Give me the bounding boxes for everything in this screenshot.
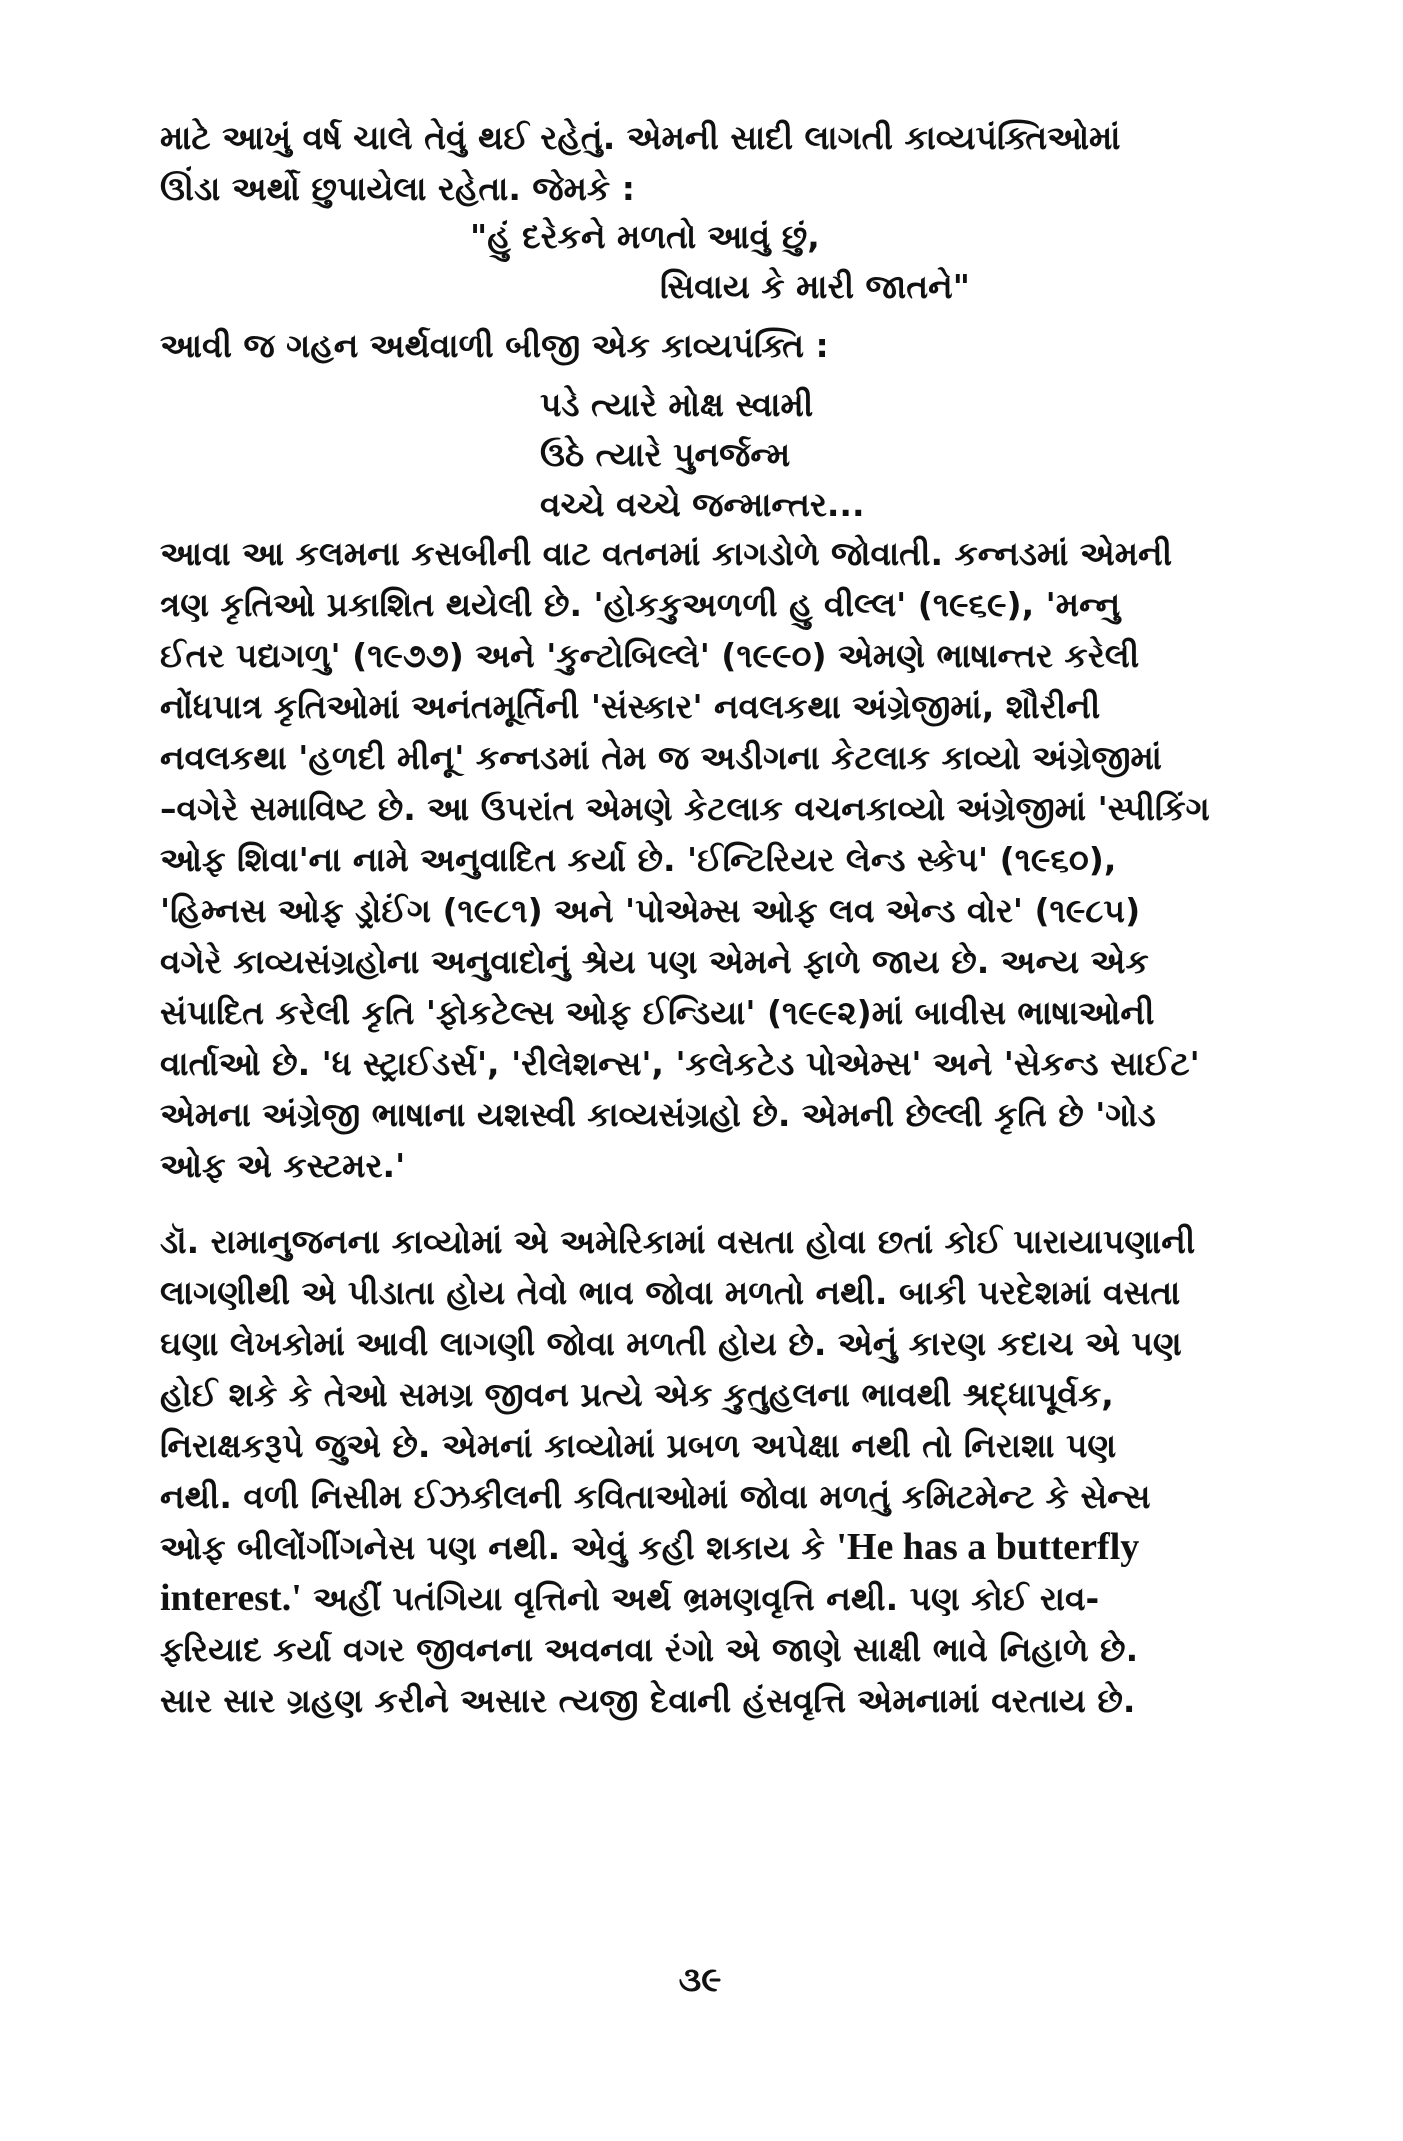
paragraph-line: નવલકથા 'હળદી મીનૂ' કન્નડમાં તેમ જ અડીગના કેટલાક કાવ્યો અંગ્રેજીમાં xyxy=(160,738,1162,777)
paragraph-line: ઈતર પદ્યગળુ' (૧૯૭૭) અને 'કુન્ટોબિલ્લે' (૧૯૯૦) એમણે ભાષાન્તર કરેલી xyxy=(160,636,1140,675)
paragraph-line: 'હિમ્નસ ઓફ ડ્રોઈંગ (૧૯૮૧) અને 'પોએમ્સ ઓફ લવ એન્ડ વોર' (૧૯૮૫) xyxy=(160,891,1141,930)
paragraph-line: ઓફ શિવા'ના નામે અનુવાદિત કર્યા છે. 'ઈન્ટિરિયર લેન્ડ સ્કેપ' (૧૯૬૦), xyxy=(160,840,1117,879)
paragraph-line: સાર સાર ગ્રહણ કરીને અસાર ત્યજી દેવાની હંસવૃત્તિ એમનામાં વરતાય છે. xyxy=(160,1681,1136,1720)
paragraph-line: ડૉ. રામાનુજનના કાવ્યોમાં એ અમેરિકામાં વસતા હોવા છતાં કોઈ પારાયાપણાની xyxy=(160,1222,1196,1261)
quote-line: પડે ત્યારે મોક્ષ સ્વામી xyxy=(540,385,814,424)
paragraph-line-mixed xyxy=(160,1522,1290,1573)
page-number: ૩૯ xyxy=(678,1960,722,2000)
quote-line: ઉઠે ત્યારે પુનર્જન્મ xyxy=(540,435,791,474)
intro-line-text: આવી જ ગહન અર્થવાળી બીજી એક કાવ્યપંક્તિ : xyxy=(160,326,829,365)
paragraph-line: આવા આ કલમના કસબીની વાટ વતનમાં કાગડોળે જોવાતી. કન્નડમાં એમની xyxy=(160,534,1173,573)
paragraph-line: નથી. વળી નિસીમ ઈઝકીલની કવિતાઓમાં જોવા મળતું કમિટમેન્ટ કે સેન્સ xyxy=(160,1477,1151,1516)
paragraph-2 xyxy=(160,528,1290,1191)
gujarati-text: અહીં પતંગિયા વૃત્તિનો અર્થ ભ્રમણવૃત્તિ નથી. પણ કોઈ રાવ- xyxy=(301,1579,1100,1618)
quote-2 xyxy=(540,380,865,530)
quote-line: વચ્ચે વચ્ચે જન્માન્તર... xyxy=(540,485,865,524)
paragraph-line: હોઈ શકે કે તેઓ સમગ્ર જીવન પ્રત્યે એક કુતુહલના ભાવથી શ્રદ્ધાપૂર્વક, xyxy=(160,1375,1114,1414)
paragraph-line: ત્રણ કૃતિઓ પ્રકાશિત થયેલી છે. 'હોકકુઅળળી હુ વીલ્લ' (૧૯૬૯), 'મન્નુ xyxy=(160,585,1121,624)
paragraph-line: લાગણીથી એ પીડાતા હોય તેવો ભાવ જોવા મળતો નથી. બાકી પરદેશમાં વસતા xyxy=(160,1273,1181,1312)
paragraph-line-mixed xyxy=(160,1573,1290,1624)
paragraph-line: માટે આખું વર્ષ ચાલે તેવું થઈ રહેતું. એમની સાદી લાગતી કાવ્યપંક્તિઓમાં xyxy=(160,118,1121,157)
paragraph-3 xyxy=(160,1216,1290,1726)
paragraph-line: નિરાક્ષકરૂપે જુએ છે. એમનાં કાવ્યોમાં પ્રબળ અપેક્ષા નથી તો નિરાશા પણ xyxy=(160,1426,1117,1465)
english-quote-end: interest.' xyxy=(160,1577,302,1619)
paragraph-1 xyxy=(160,112,1290,214)
paragraph-line: એમના અંગ્રેજી ભાષાના યશસ્વી કાવ્યસંગ્રહો છે. એમની છેલ્લી કૃતિ છે 'ગોડ xyxy=(160,1095,1156,1134)
paragraph-line: વગેરે કાવ્યસંગ્રહોના અનુવાદોનું શ્રેય પણ એમને ફાળે જાય છે. અન્ય એક xyxy=(160,942,1149,981)
paragraph-line: વાર્તાઓ છે. 'ધ સ્ટ્રાઈડર્સ', 'રીલેશન્સ', 'કલેકટેડ પોએમ્સ' અને 'સેકન્ડ સાઈટ' xyxy=(160,1044,1200,1083)
paragraph-line: નોંધપાત્ર કૃતિઓમાં અનંતમૂર્તિની 'સંસ્કાર' નવલકથા અંગ્રેજીમાં, શૌરીની xyxy=(160,687,1101,726)
paragraph-line: સંપાદિત કરેલી કૃતિ 'ફોકટેલ્સ ઓફ ઈન્ડિયા' (૧૯૯૨)માં બાવીસ ભાષાઓની xyxy=(160,993,1155,1032)
paragraph-line: ફરિયાદ કર્યા વગર જીવનના અવનવા રંગો એ જાણે સાક્ષી ભાવે નિહાળે છે. xyxy=(160,1630,1139,1669)
gujarati-text: ઓફ બીલોંગીંગનેસ પણ નથી. એવું કહી શકાય કે xyxy=(160,1528,825,1567)
english-quote-start: 'He has a butterfly xyxy=(836,1526,1140,1568)
paragraph-line: –વગેરે સમાવિષ્ટ છે. આ ઉપરાંત એમણે કેટલાક વચનકાવ્યો અંગ્રેજીમાં 'સ્પીકિંગ xyxy=(160,789,1210,828)
paragraph-line: ઓફ એ કસ્ટમર.' xyxy=(160,1146,406,1185)
paragraph-line: ઊંડા અર્થો છુપાયેલા રહેતા. જેમકે : xyxy=(160,169,635,208)
intro-line xyxy=(160,320,1290,371)
paragraph-line: ઘણા લેખકોમાં આવી લાગણી જોવા મળતી હોય છે. એનું કારણ કદાચ એ પણ xyxy=(160,1324,1182,1363)
quote-1 xyxy=(470,212,970,312)
quote-line: "હું દરેકને મળતો આવું છું, xyxy=(470,217,820,256)
quote-line: સિવાય કે મારી જાતને" xyxy=(660,267,970,306)
